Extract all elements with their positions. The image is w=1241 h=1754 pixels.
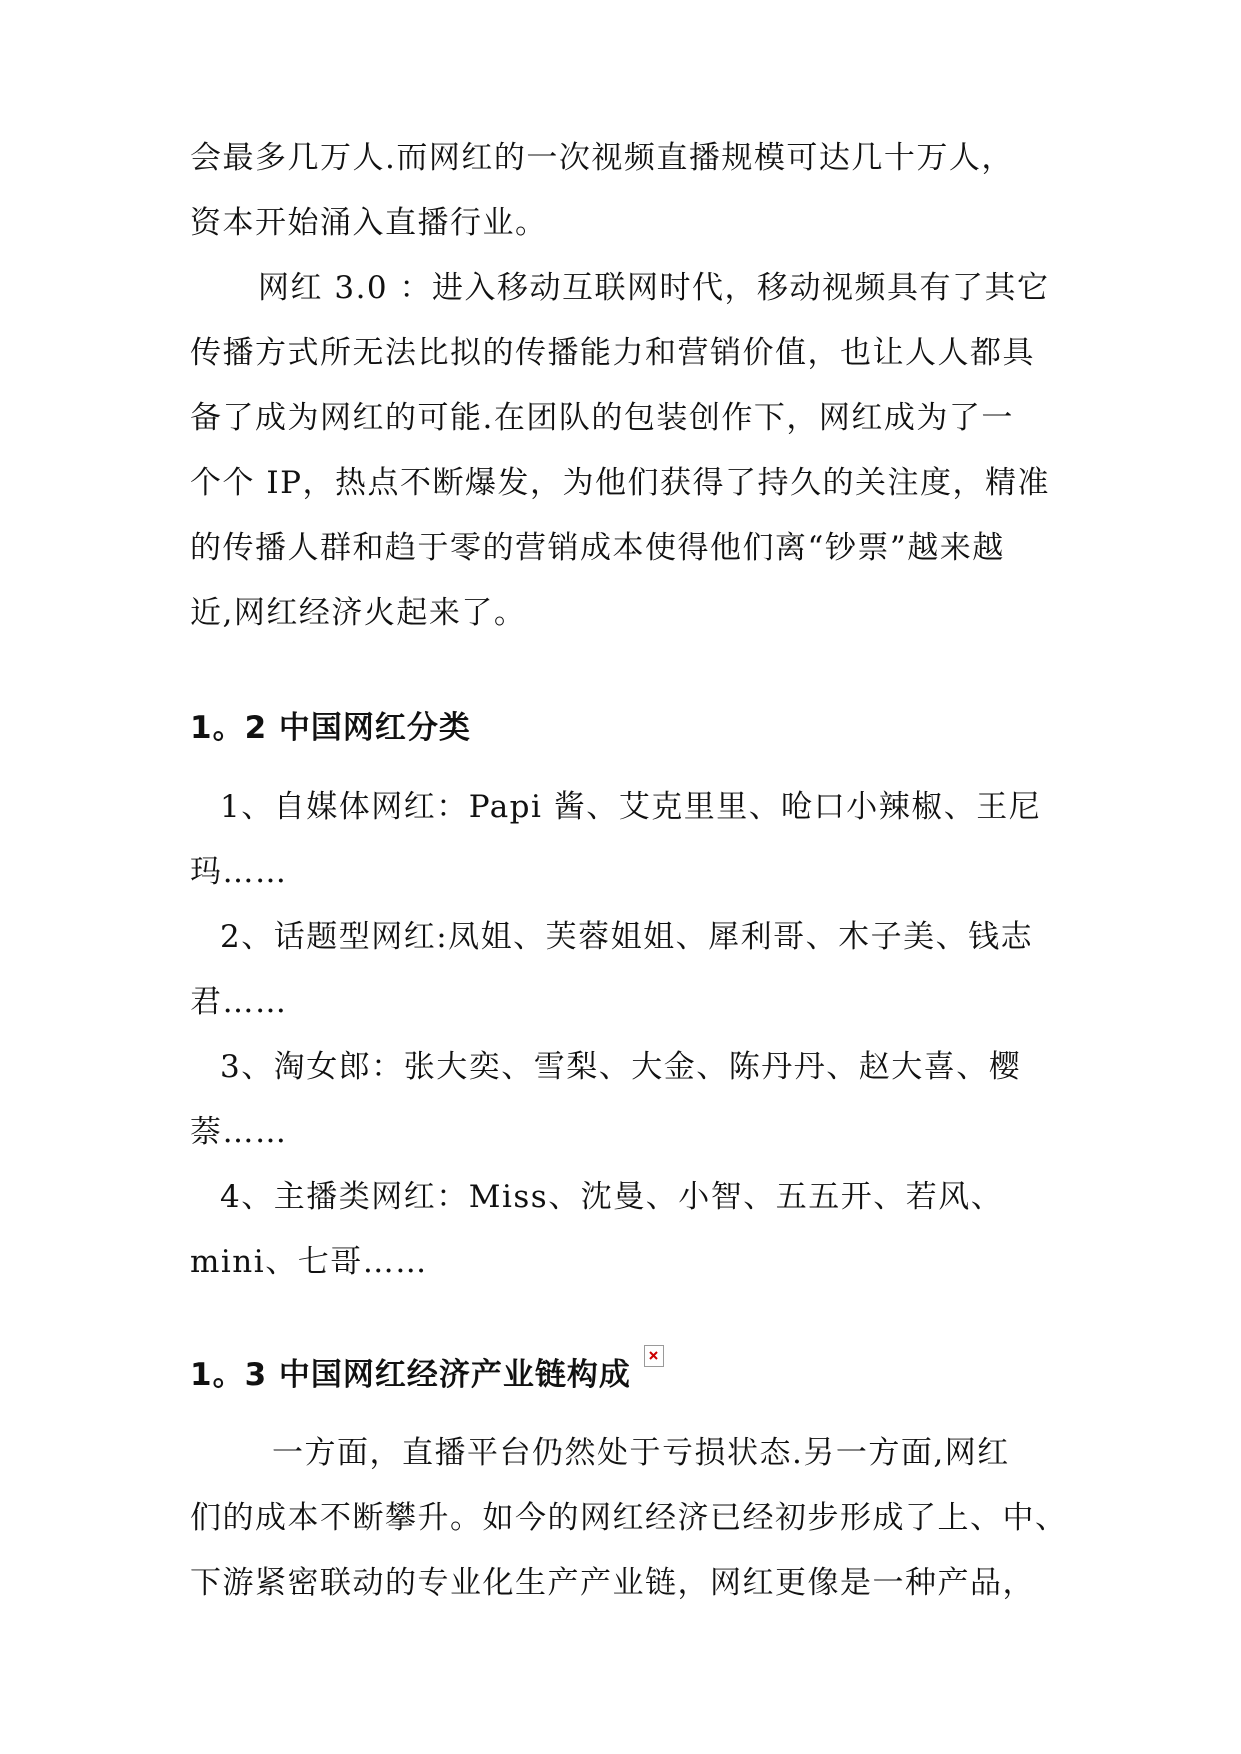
list-item-2-line-2: 君…… [190,984,288,1020]
list-item-3-line-2: 萘…… [190,1114,288,1150]
list-item-1-line-1: 1、自媒体网红：Papi 酱、艾克里里、呛口小辣椒、王尼 [220,789,1042,825]
section-1-3-line-2: 们的成本不断攀升。如今的网红经济已经初步形成了上、中、 [190,1500,1068,1536]
list-item-2-line-1: 2、话题型网红:凤姐、芙蓉姐姐、犀利哥、木子美、钱志 [220,919,1034,955]
body-line-2: 资本开始涌入直播行业。 [190,205,548,241]
body-line-5: 备了成为网红的可能.在团队的包装创作下，网红成为了一 [190,400,1014,436]
body-line-6: 个个 IP，热点不断爆发，为他们获得了持久的关注度，精准 [190,465,1050,501]
section-heading-1-3: 1。3 中国网红经济产业链构成 [190,1357,631,1393]
broken-image-icon [644,1345,664,1367]
list-item-4-line-1: 4、主播类网红：Miss、沈曼、小智、五五开、若风、 [220,1179,1004,1215]
body-line-7: 的传播人群和趋于零的营销成本使得他们离“钞票”越来越 [190,530,1005,566]
list-item-3-line-1: 3、淘女郎：张大奕、雪梨、大金、陈丹丹、赵大喜、樱 [220,1049,1022,1085]
section-1-3-line-3: 下游紧密联动的专业化生产产业链，网红更像是一种产品， [190,1565,1035,1601]
body-line-1: 会最多几万人.而网红的一次视频直播规模可达几十万人， [190,140,1014,176]
body-line-3: 网红 3.0 ：进入移动互联网时代，移动视频具有了其它 [258,270,1050,306]
section-heading-1-2: 1。2 中国网红分类 [190,710,471,746]
body-line-8: 近,网红经济火起来了。 [190,595,527,631]
body-line-4: 传播方式所无法比拟的传播能力和营销价值，也让人人都具 [190,335,1035,371]
list-item-1-line-2: 玛…… [190,854,288,890]
section-1-3-line-1: 一方面，直播平台仍然处于亏损状态.另一方面,网红 [272,1435,1010,1471]
list-item-4-line-2: mini、七哥…… [190,1244,428,1280]
